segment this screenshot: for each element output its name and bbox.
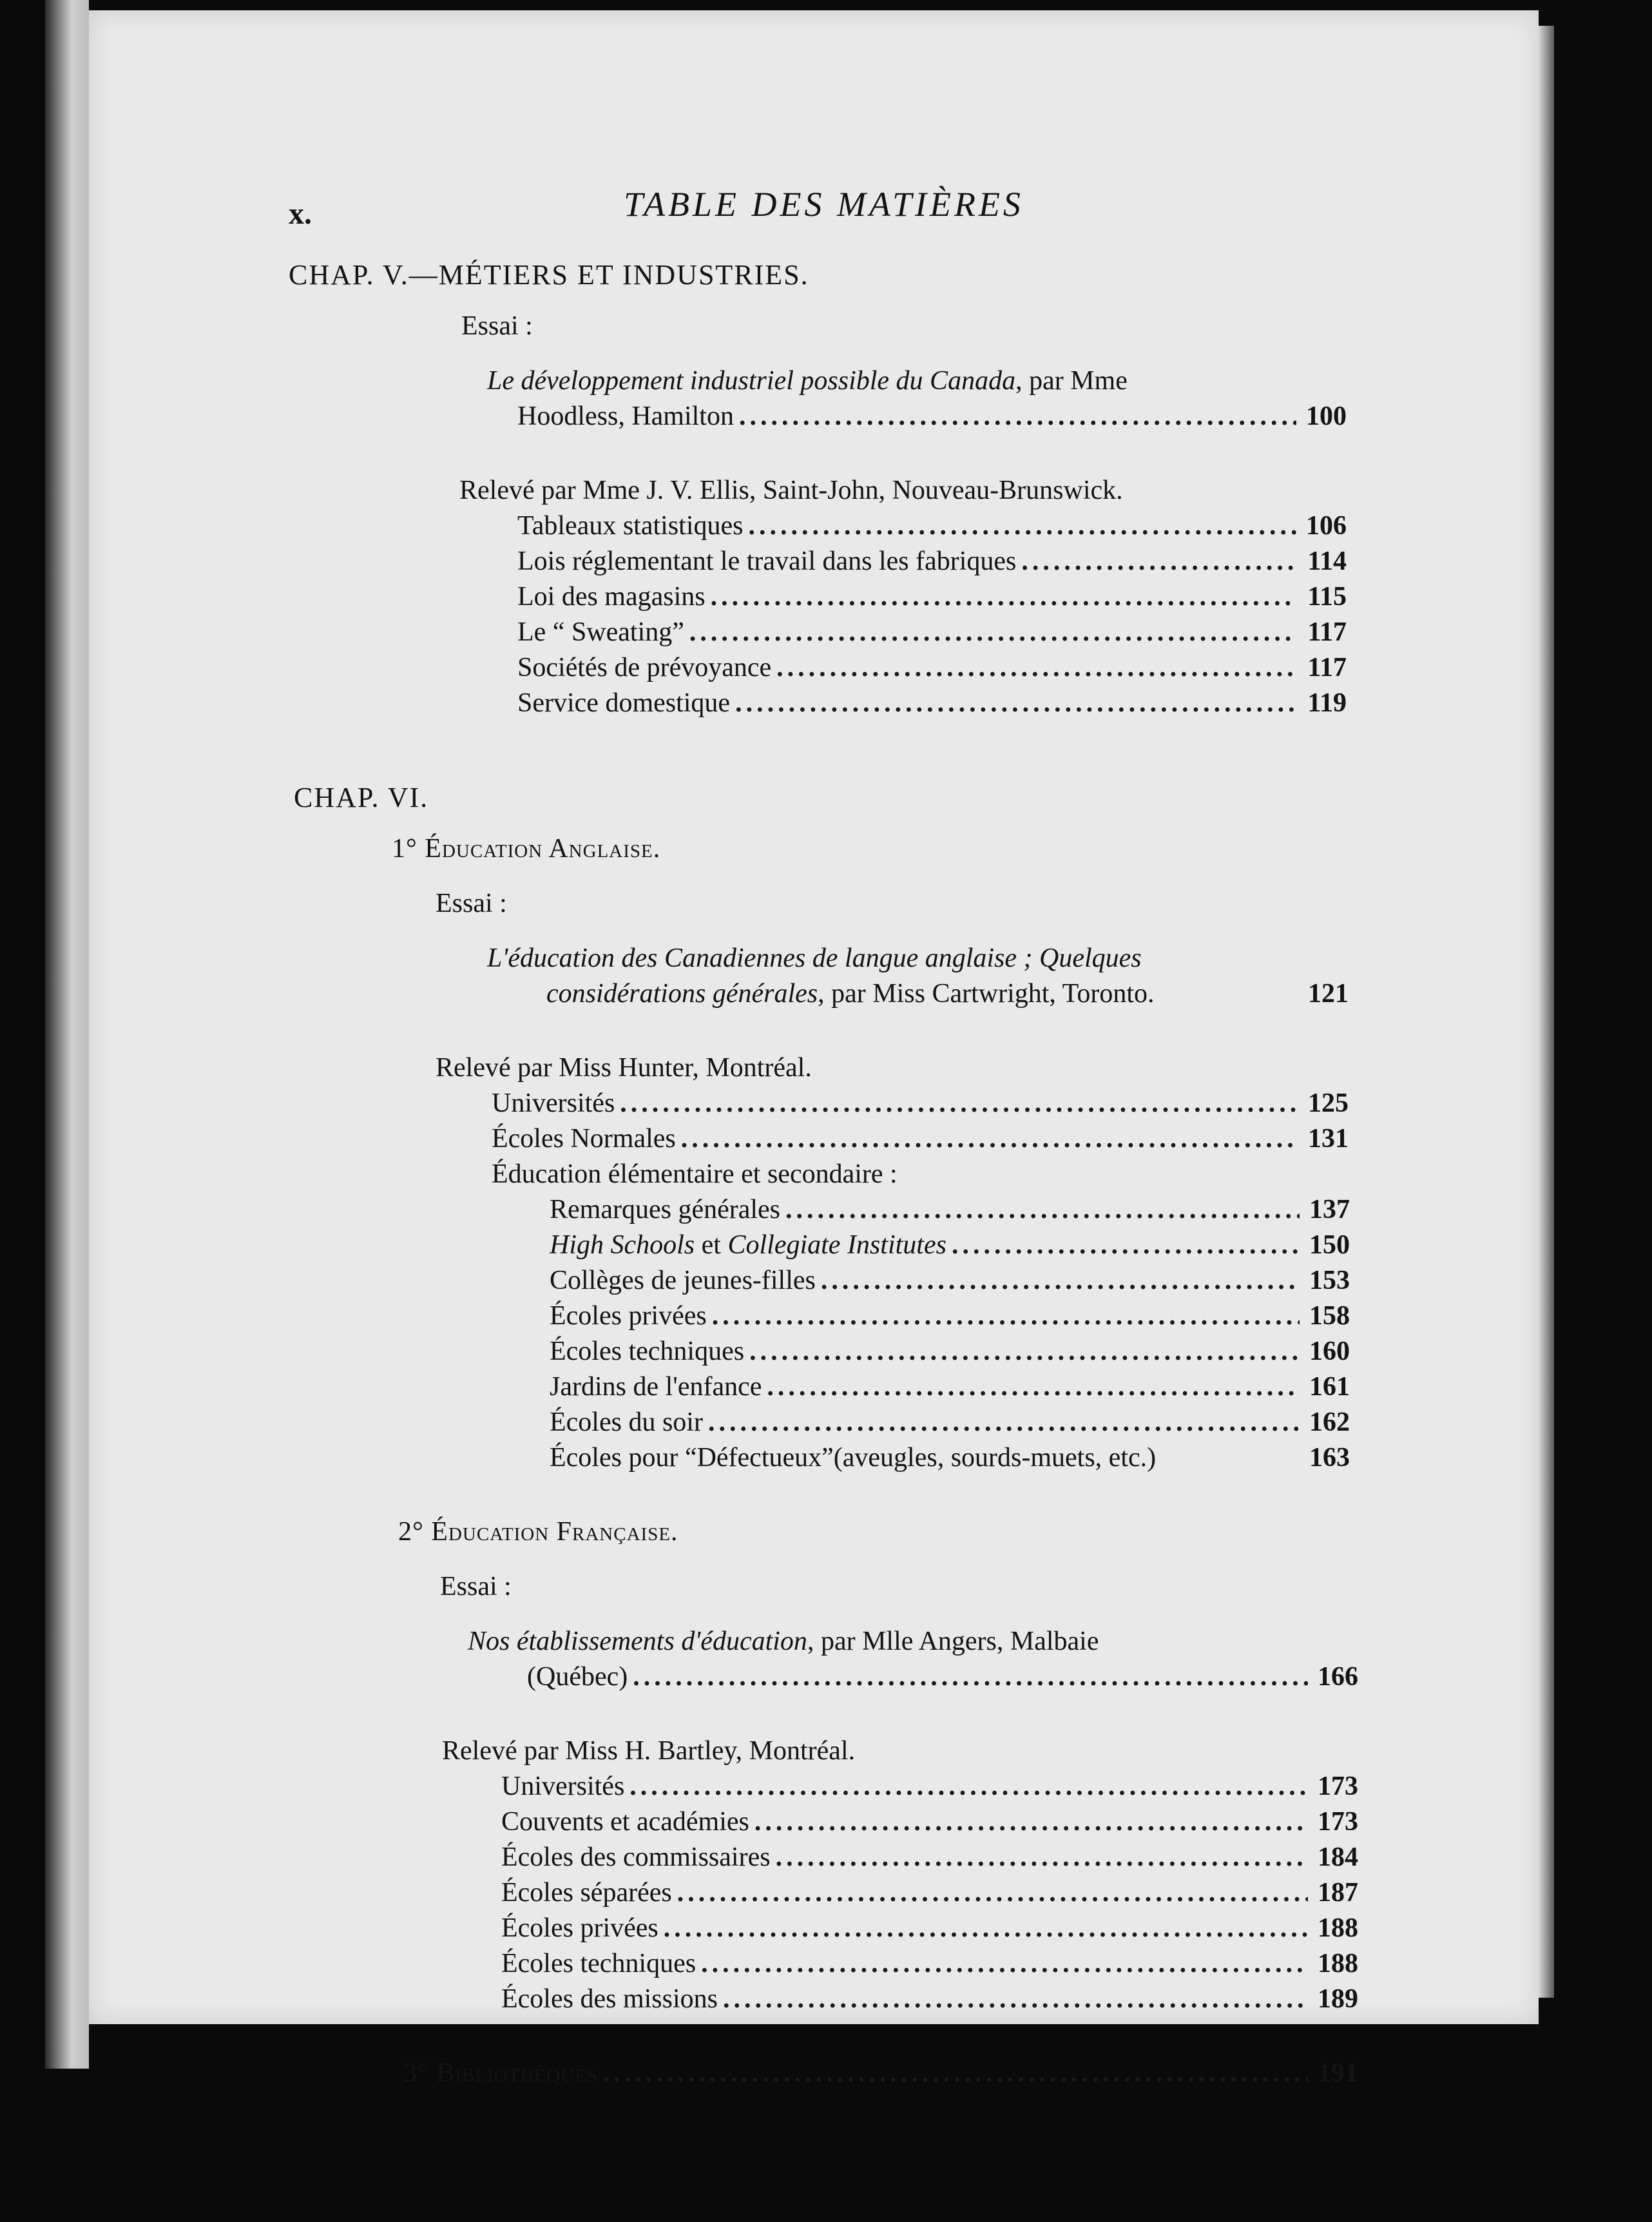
toc-entry-page: 117 [1307, 653, 1347, 682]
toc-entry-page: 191 [1318, 2058, 1358, 2088]
toc-entry-page: 160 [1309, 1337, 1350, 1366]
toc-entry [501, 1948, 1358, 1984]
toc-entry [550, 1371, 1350, 1407]
toc-entry-page: 163 [1309, 1443, 1350, 1473]
toc-content [89, 258, 1539, 2093]
label-italic-part: High Schools [550, 1230, 695, 1260]
toc-entry [550, 1230, 1350, 1265]
dot-leader [620, 1088, 1298, 1119]
toc-entry [517, 546, 1347, 581]
dot-leader [767, 1371, 1300, 1402]
releve-line: Relevé par Mme J. V. Ellis, Saint-John, Nouveau-Brunswick. [459, 476, 1123, 505]
toc-entry-label [550, 1230, 946, 1261]
toc-entry [403, 2058, 1358, 2093]
toc-entry-page: 158 [1309, 1301, 1350, 1331]
toc-entry-page: 188 [1318, 1949, 1358, 1978]
toc-entry [501, 1984, 1358, 2019]
toc-entry-page: 166 [1318, 1662, 1358, 1692]
toc-entry-label: Écoles techniques [550, 1337, 745, 1366]
toc-entry [550, 1407, 1350, 1442]
toc-entry-label: Tableaux statistiques [517, 511, 744, 541]
essay-title: Nos établissements d'éducation [468, 1627, 807, 1656]
releve-line: Relevé par Miss Hunter, Montréal. [436, 1053, 812, 1083]
section-heading: 3° Bibliothèques [403, 2058, 598, 2088]
toc-entry-label: Écoles techniques [501, 1949, 696, 1978]
document-page [89, 10, 1539, 2088]
toc-entry-page: 150 [1309, 1230, 1350, 1260]
dot-leader [712, 1300, 1300, 1331]
dot-leader [776, 1842, 1308, 1873]
chapter-6-heading: CHAP. VI. [294, 782, 429, 813]
essay-title-line [89, 365, 1539, 401]
running-title: TABLE DES MATIÈRES [624, 185, 1024, 224]
toc-entry-label: Lois réglementant le travail dans les fabriques [517, 546, 1017, 576]
toc-entry-label [546, 978, 1155, 1009]
toc-entry [517, 581, 1347, 617]
toc-entry-page: 119 [1307, 688, 1347, 718]
essay-title: considérations générales [546, 979, 818, 1009]
toc-entry [517, 510, 1347, 546]
toc-entry-page: 188 [1318, 1913, 1358, 1943]
essay-title: Le développement industriel possible du Canada [487, 366, 1016, 396]
toc-entry-label: Écoles des missions [501, 1984, 718, 2014]
toc-entry-label: Écoles pour “Défectueux”(aveugles, sourds-muets, etc.) [550, 1443, 1157, 1473]
toc-entry-label: Écoles séparées [501, 1878, 672, 1908]
toc-entry [550, 1300, 1350, 1336]
toc-entry-page: 115 [1307, 582, 1347, 612]
dot-leader [776, 652, 1296, 683]
page-number: x. [289, 197, 312, 231]
page-edge-left [45, 0, 89, 2069]
toc-entry-page: 189 [1318, 1984, 1358, 2014]
toc-entry-page: 137 [1309, 1195, 1350, 1224]
essay-author: , par Miss Cartwright, Toronto. [818, 979, 1155, 1009]
toc-entry [501, 1913, 1358, 1948]
toc-entry-page: 131 [1308, 1124, 1349, 1154]
section-heading: 1° Éducation Anglaise. [392, 834, 661, 864]
releve-line: Relevé par Miss H. Bartley, Montréal. [442, 1736, 856, 1766]
toc-entry [501, 1806, 1358, 1842]
dot-leader [664, 1913, 1308, 1944]
dot-leader [723, 1984, 1308, 2014]
dot-leader [821, 1265, 1300, 1296]
essay-title-line: L'éducation des Canadiennes de langue anglaise ; Quelques [487, 943, 1142, 973]
toc-entry [501, 1771, 1358, 1806]
toc-entry-page: 114 [1307, 546, 1347, 576]
sub-heading: Éducation élémentaire et secondaire : [492, 1159, 898, 1189]
toc-entry-label: Écoles du soir [550, 1407, 703, 1437]
dot-leader [711, 581, 1296, 612]
toc-entry-label: Collèges de jeunes-filles [550, 1266, 816, 1295]
toc-entry [550, 1336, 1350, 1371]
toc-entry-page: 162 [1309, 1407, 1350, 1437]
dot-leader [749, 1336, 1300, 1367]
toc-entry [492, 1123, 1349, 1159]
toc-entry-label: Hoodless, Hamilton [517, 401, 734, 431]
dot-leader [785, 1194, 1300, 1225]
toc-entry [492, 1088, 1349, 1123]
dot-leader [677, 1877, 1308, 1908]
page-header [89, 184, 1539, 236]
toc-entry-label: (Québec) [527, 1662, 628, 1692]
dot-leader [748, 510, 1296, 541]
toc-entry-page: 117 [1307, 617, 1347, 647]
essay-author: , par Mlle Angers, Malbaie [807, 1627, 1099, 1656]
toc-entry-label: Service domestique [517, 688, 731, 718]
section-heading: 2° Éducation Française. [398, 1517, 678, 1547]
toc-entry-page: 173 [1318, 1772, 1358, 1801]
toc-entry-page: 100 [1306, 401, 1347, 431]
toc-entry-label: Écoles privées [550, 1301, 707, 1331]
toc-entry-label: Sociétés de prévoyance [517, 653, 772, 682]
dot-leader [735, 688, 1296, 719]
toc-entry-page: 106 [1306, 511, 1347, 541]
toc-entry-page: 153 [1309, 1266, 1350, 1295]
toc-entry [517, 617, 1347, 652]
dot-leader [681, 1123, 1298, 1154]
toc-entry-page: 187 [1318, 1878, 1358, 1908]
dot-leader [1021, 546, 1296, 577]
toc-entry [550, 1265, 1350, 1300]
toc-entry [517, 401, 1347, 436]
essai-label: Essai : [436, 889, 507, 918]
dot-leader [603, 2058, 1308, 2089]
label-italic-part: Collegiate Institutes [727, 1230, 946, 1260]
toc-entry-label: Jardins de l'enfance [550, 1372, 762, 1402]
essai-label: Essai : [461, 311, 533, 341]
dot-leader [629, 1771, 1308, 1802]
toc-entry-label: Universités [492, 1088, 615, 1118]
toc-entry-label: Écoles Normales [492, 1124, 676, 1154]
essai-label: Essai : [440, 1572, 512, 1601]
essay-author: , par Mme [1015, 366, 1128, 396]
toc-entry [546, 978, 1349, 1014]
toc-entry-label: Universités [501, 1772, 625, 1801]
toc-entry [501, 1877, 1358, 1913]
dot-leader [708, 1407, 1300, 1438]
toc-entry [517, 652, 1347, 688]
page-edge-right [1539, 26, 1554, 1998]
toc-entry-label: Remarques générales [550, 1195, 781, 1224]
toc-entry-label: Couvents et académies [501, 1807, 749, 1837]
toc-entry [501, 1842, 1358, 1877]
toc-entry-label: Écoles privées [501, 1913, 658, 1943]
dot-leader [701, 1948, 1308, 1979]
essay-title-line [89, 1626, 1539, 1661]
toc-entry [527, 1661, 1358, 1697]
dot-leader [952, 1230, 1300, 1261]
toc-entry-label: Écoles des commissaires [501, 1842, 771, 1872]
dot-leader [633, 1661, 1308, 1692]
toc-entry-label: Le “ Sweating” [517, 617, 684, 647]
toc-entry-page: 121 [1308, 979, 1349, 1009]
toc-entry [550, 1442, 1350, 1478]
label-plain-part: et [695, 1230, 728, 1260]
toc-entry [550, 1194, 1350, 1230]
toc-entry-label: Loi des magasins [517, 582, 706, 612]
dot-leader [754, 1806, 1308, 1837]
toc-entry [517, 688, 1347, 723]
chapter-5-heading: CHAP. V.—MÉTIERS ET INDUSTRIES. [289, 259, 809, 291]
toc-entry-page: 184 [1318, 1842, 1358, 1872]
toc-entry-page: 173 [1318, 1807, 1358, 1837]
toc-entry-page: 161 [1309, 1372, 1350, 1402]
toc-entry-page: 125 [1308, 1088, 1349, 1118]
dot-leader [689, 617, 1296, 648]
dot-leader [739, 401, 1296, 432]
